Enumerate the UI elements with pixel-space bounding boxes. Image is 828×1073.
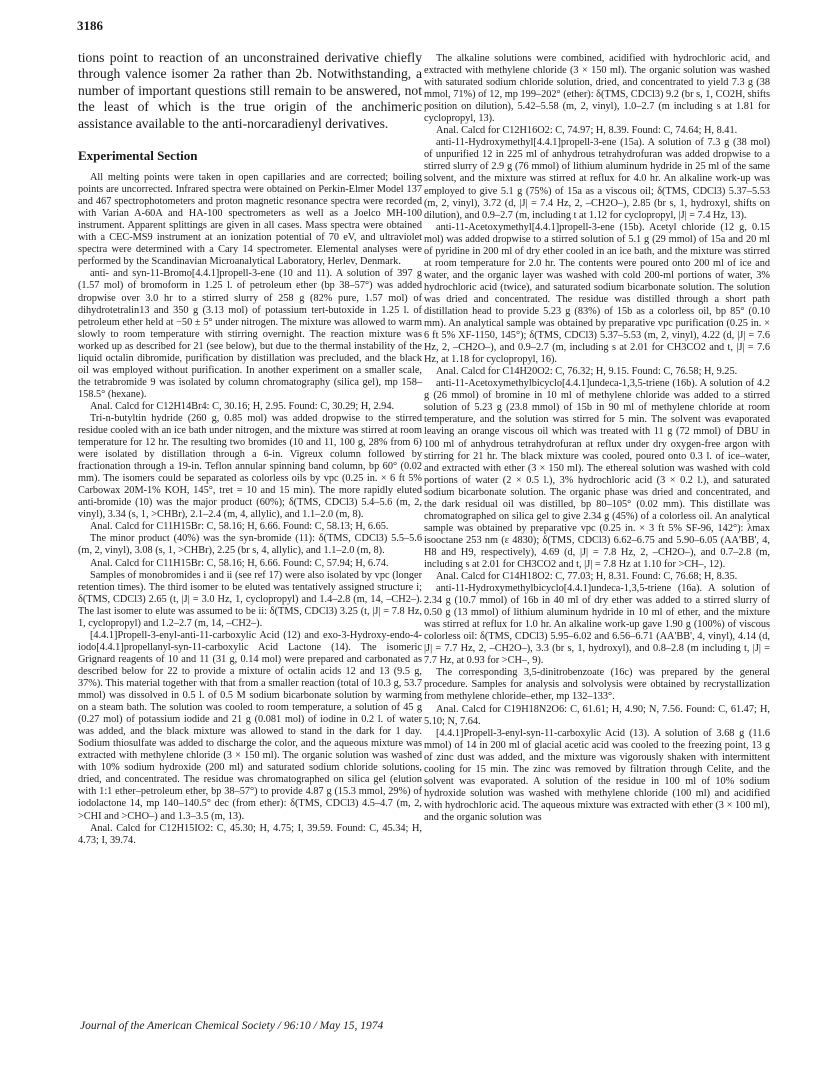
left-paragraph-2: anti- and syn-11-Bromo[4.4.1]propell-3-ene (10 and 11). A solution of 397 g (1.57 mol) of bromoform in 1.25 l. of petroleum ether (bp 38–57°) was added dropwise over 3.0 hr to a stirred slurry of 258 g (82% pure, 1.57 mol) of dihydrotetralin13 and 350 g (3.13 mol) of potassium tert-butoxide in 1.25 l. of petroleum ether held at −50 ± 5° under nitrogen. The mixture was allowed to warm slowly to room temperature with stirring overnight. The reaction mixture was worked up as described for 21 (see below), but due to the thermal instability of the liquid octalin dibromide, purification by distillation was precluded, and the black oil was employed without purification. In another experiment on a smaller scale, the tetrabromide 9 was isolated by column chromatography (silica gel), mp 158–158.5° (hexane). [78,268,422,400]
left-paragraph-5: Anal. Calcd for C11H15Br: C, 58.16; H, 6.66. Found: C, 58.13; H, 6.65. [90,521,389,533]
right-paragraph-8: anti-11-Hydroxymethylbicyclo[4.4.1]undeca-1,3,5-triene (16a). A solution of 2.34 g (10.7 mmol) of 16b in 40 ml of dry ether was added to a stirred slurry of 0.50 g (13 mmol) of lithium aluminum hydride in 10 ml of ether, and the mixture was stirred at reflux for 1.0 hr. An alkaline work-up gave 1.90 g (100%) of viscous colorless oil: δ(TMS, CDCl3) 5.95–6.02 and 6.56–6.71 (AA'BB', 4, vinyl), 4.14 (d, |J| = 7.7 Hz, 2, –CH2O–), 3.3 (br s, 1, hydroxyl), and 0.8–2.8 (m including t, |J| = 7.7 Hz, at 0.93 for >CH–, 9). [424,583,770,667]
left-paragraph-1: All melting points were taken in open capillaries and are corrected; boiling points are uncorrected. Infrared spectra were obtained on Perkin-Elmer Model 137 and 467 spectrophotometers and proton magnetic resonance spectra were recorded with Varian A-60A and HA-100 spectrometers as well as a Joelco MH-100 instrument. Apparent splittings are given in all cases. Mass spectra were obtained with a CEC-MS9 instrument at an ionization potential of 70 eV, and ultraviolet spectra were determined with a Cary 14 spectrometer. Elemental analyses were performed by the Scandinavian Microanalytical Laboratory, Herlev, Denmark. [78,172,422,268]
right-paragraph-10: Anal. Calcd for C19H18N2O6: C, 61.61; H, 4.90; N, 7.56. Found: C, 61.47; H, 5.10; N, 7.64. [424,703,770,727]
right-paragraph-11: [4.4.1]Propell-3-enyl-syn-11-carboxylic Acid (13). A solution of 3.68 g (11.6 mmol) of 14 in 200 ml of glacial acetic acid was cooled to the freezing point, 13 g of zinc dust was added, and the mixture was vigorously shaken with intermittent cooling for 15 min. The zinc was removed by filtration through Celite, and the solvent was evaporated. A solution of the residue in 100 ml of 10% sodium hydroxide solution was washed with methylene chloride (100 ml) and acidified with hydrochloric acid. The aqueous mixture was extracted with ether (3 × 100 ml), and the organic solution was [424,727,770,823]
right-paragraph-1: The alkaline solutions were combined, acidified with hydrochloric acid, and extracted with methylene chloride (3 × 150 ml). The organic solution was washed with saturated sodium chloride solution, dried, and concentrated to yield 7.3 g (38 mmol, 71%) of 12, mp 199–202° (ether): δ(TMS, CDCl3) 9.2 (br s, 1, CO2H, shifts position on dilution), 5.42–5.58 (m, 2, vinyl), 1.0–2.7 (m including s at 1.81 for cyclopropyl, 13). [424,53,770,125]
right-column [424,53,770,824]
left-paragraph-10: Anal. Calcd for C12H15IO2: C, 45.30; H, 4.75; I, 39.59. Found: C, 45.34; H, 4.73; I, 39.74. [78,822,422,846]
right-paragraph-2: Anal. Calcd for C12H16O2: C, 74.97; H, 8.39. Found: C, 74.64; H, 8.41. [436,125,738,137]
right-paragraph-3: anti-11-Hydroxymethyl[4.4.1]propell-3-ene (15a). A solution of 7.3 g (38 mol) of unpurified 12 in 225 ml of anhydrous tetrahydrofuran was added dropwise to a stirred slurry of 2.9 g (76 mmol) of lithium aluminum hydride in 25 ml of the same solvent, and the mixture was stirred at reflux for 4.0 hr. An alkaline work-up was employed to give 5.1 g (75%) of 15a as a viscous oil; δ(TMS, CDCl3) 5.37–5.53 (m, 2, vinyl), 3.72 (d, |J| = 7.4 Hz, 2, –CH2O–), 2.85 (br s, 1, hydroxyl, shifts on dilution), and 0.9–2.7 (m, including t at 1.12 for cyclopropyl, |J| = 7.4 Hz, 13). [424,137,770,221]
left-paragraph-8: Samples of monobromides i and ii (see ref 17) were also isolated by vpc (longer retention times). The third isomer to be eluted was tentatively assigned structure i; δ(TMS, CDCl3) 2.65 (t, |J| = 3.0 Hz, 1, cyclopropyl) and 1.4–2.8 (m, 14, –CH2–). The last isomer to elute was assumed to be ii: δ(TMS, CDCl3) 3.25 (t, |J| = 7.8 Hz, 1, cyclopropyl) and 1.2–2.7 (m, 14, –CH2–). [78,569,422,629]
right-paragraph-6: anti-11-Acetoxymethylbicyclo[4.4.1]undeca-1,3,5-triene (16b). A solution of 4.2 g (26 mmol) of bromine in 10 ml of methylene chloride was added to a stirred solution of 5.23 g (23.8 mmol) of 15b in 90 ml of methylene chloride at room temperature, and the solution was stirred for 5 min. The solvent was evaporated leaving an orange viscous oil which was treated with 11 g (72 mmol) of DBU in 100 ml of anhydrous tetrahydrofuran at reflux under dry oxygen-free argon with stirring for 21 hr. The black mixture was cooled, poured onto 0.3 l. of ice–water, and extracted with ether (3 × 150 ml). The ethereal solution was washed with cold portions of water (2 × 0.5 l.), 3% hydrochloric acid (3 × 0.2 l.), and saturated sodium bicarbonate solution. The organic phase was dried and concentrated, and the dark residual oil was distilled, bp 80–105° (0.02 mm). This distillate was chromatographed on silica gel to give 2.34 g (45%) of a colorless oil. An analytical sample was obtained by preparative vpc (0.25 in. × 3 ft 5% SF-96, 142°): λmax isooctane 253 nm (ε 4830); δ(TMS, CDCl3) 6.62–6.75 and 5.90–6.05 (AA'BB', 4, H8 and H9, respectively), 4.69 (d, |J| = 7.8 Hz, 2, –CH2O–), and 0.7–2.8 (m, including s at 2.01 for CH3CO2 and t, |J| = 7.8 Hz at 1.10 for >CH–, 12). [424,378,770,570]
right-paragraph-9: The corresponding 3,5-dinitrobenzoate (16c) was prepared by the general procedure. Samples for analysis and solvolysis were obtained by recrystallization from methylene chloride–ether, mp 132–133°. [424,667,770,703]
left-paragraph-3: Anal. Calcd for C12H14Br4: C, 30.16; H, 2.95. Found: C, 30.29; H, 2.94. [90,400,395,412]
left-paragraph-4: Tri-n-butyltin hydride (260 g, 0.85 mol) was added dropwise to the stirred residue cooled with an ice bath under nitrogen, and the mixture was stirred at room temperature for 12 hr. The resulting two bromides (10 and 11, 100 g, 28% from 6) were isolated by distillation through a 6-in. Vigreux column followed by fractionation through a 19-in. Teflon annular spinning band column, bp 60° (0.02 mm). The isomers could be separated as colorless oils by vpc (0.25 in. × 6 ft 5% Carbowax 20M-1% KOH, 145°, tret = 10 and 15 min). The more rapidly eluted anti-bromide (10) was the major product (60%); δ(TMS, CDCl3) 5.4–5.6 (m, 2, vinyl), 3.34 (s, 1, >CHBr), 2.1–2.4 (m, 4, allylic), and 1.1–2.0 (m, 8). [78,412,422,521]
left-paragraph-9: [4.4.1]Propell-3-enyl-anti-11-carboxylic Acid (12) and exo-3-Hydroxy-endo-4-iodo[4.4.1]propellanyl-syn-11-carboxylic Acid Lactone (14). The isomeric Grignard reagents of 10 and 11 (31 g, 0.14 mol) were prepared and carbonated as described below for 22 to provide a mixture of octalin acids 12 and 13 (9.5 g, 37%). This material together with that from a smaller reaction (total of 10.3 g, 53.7 mmol) was dissolved in 0.5 l. of 0.5 M sodium bicarbonate solution by warming on a steam bath. The solution was cooled to room temperature, a solution of 45 g (0.27 mol) of potassium iodide and 21 g (0.081 mol) of iodine in 0.2 l. of water was added, and the black mixture was allowed to stand in the dark for 1 day. Sodium thiosulfate was added to discharge the color, and the aqueous mixture was extracted with methylene chloride (3 × 150 ml). The organic solution was washed with 10% sodium hydroxide (200 ml) and saturated sodium chloride solutions, dried, and concentrated. The residue was chromatographed on silica gel (elution with 1:1 ether–petroleum ether, bp 38–57°) to provide 4.87 g (15.3 mmol, 29%) of iodolactone 14, mp 140–140.5° dec (from ether): δ(TMS, CDCl3) 4.5–4.7 (m, 2, >CHI and >CHO–) and 1.3–3.5 (m, 13). [78,629,422,822]
page-number: 3186 [77,18,103,33]
section-heading: Experimental Section [78,148,198,164]
right-paragraph-4: anti-11-Acetoxymethyl[4.4.1]propell-3-ene (15b). Acetyl chloride (12 g, 0.15 mol) was added dropwise to a stirred solution of 5.1 g (29 mmol) of 15a and 20 ml of pyridine in 200 ml of dry ether cooled in an ice bath, and the mixture was stirred at room temperature for 2.0 hr. The contents were poured onto 200 ml of ice and water, and the organic layer was washed with cold 200-ml portions of water, 3% hydrochloric acid (twice), and saturated sodium bicarbonate solution. The solution was dried and concentrated. The residue was distilled through a short path distillation head to provide 5.23 g (83%) of 15b as a colorless oil, bp 85° (0.10 mm). An analytical sample was obtained by preparative vpc purification (0.25 in. × 6 ft 5% XF-1150, 145°); δ(TMS, CDCl3) 5.37–5.53 (m, 2, vinyl), 4.22 (d, |J| = 7.6 Hz, 2, –CH2O–), and 0.9–2.7 (m, including s at 2.01 for CH3CO2 and t, |J| = 7.6 Hz, at 1.18 for cyclopropyl, 16). [424,221,770,366]
left-column [78,50,422,847]
journal-footer: Journal of the American Chemical Society / 96:10 / May 15, 1974 [80,1020,384,1032]
lead-paragraph: tions point to reaction of an unconstrained derivative chiefly through valence isomer 2a rather than 2b. Notwithstanding, a number of important questions still remain to be answered, not the least of which is the true origin of the anchimeric assistance available to the anti-norcaradienyl derivatives. [78,50,422,131]
left-paragraph-7: Anal. Calcd for C11H15Br: C, 58.16; H, 6.66. Found: C, 57.94; H, 6.74. [90,557,389,569]
left-paragraph-6: The minor product (40%) was the syn-bromide (11): δ(TMS, CDCl3) 5.5–5.6 (m, 2, vinyl), 3.08 (s, 1, >CHBr), 2.25 (br s, 4, allylic), and 1.1–2.0 (m, 8). [78,533,422,557]
right-paragraph-7: Anal. Calcd for C14H18O2: C, 77.03; H, 8.31. Found: C, 76.68; H, 8.35. [436,571,738,583]
right-paragraph-5: Anal. Calcd for C14H20O2: C, 76.32; H, 9.15. Found: C, 76.58; H, 9.25. [436,366,738,378]
